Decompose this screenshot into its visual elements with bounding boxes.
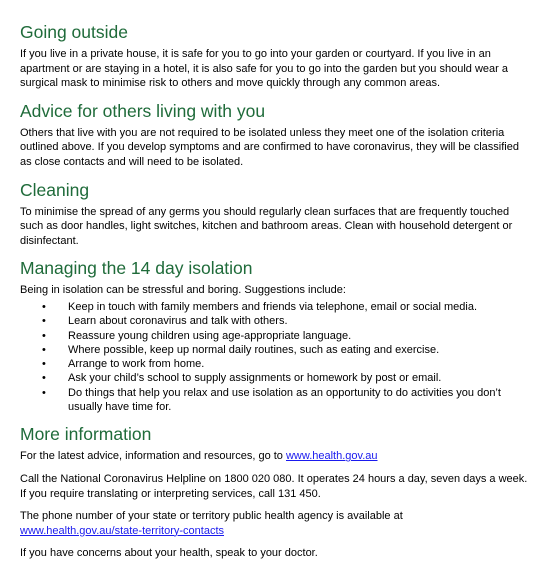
- heading-advice-others: Advice for others living with you: [20, 100, 266, 121]
- state-agency-text: [20, 509, 532, 538]
- list-item: [20, 314, 532, 328]
- state-agency-label: The phone number of your state or territory public health agency is available at: [20, 510, 403, 523]
- helpline-text: Call the National Coronavirus Helpline on 1800 020 080. It operates 24 hours a day, seven days a week. If you require translating or interpreting services, call 131 450.: [20, 472, 528, 500]
- section-cleaning: [20, 180, 532, 249]
- section-more-information: [20, 424, 532, 561]
- list-item-text: Reassure young children using age-appropriate language.: [68, 329, 352, 342]
- bullet-icon: •: [42, 358, 46, 371]
- managing-intro: Being in isolation can be stressful and boring. Suggestions include:: [20, 284, 346, 297]
- list-item-text: Keep in touch with family members and friends via telephone, email or social media.: [68, 300, 478, 313]
- health-gov-link[interactable]: www.health.gov.au: [285, 450, 378, 463]
- list-item: [20, 371, 532, 385]
- bullet-icon: •: [42, 329, 46, 342]
- bullet-icon: •: [42, 386, 46, 399]
- heading-managing-isolation: Managing the 14 day isolation: [20, 258, 253, 279]
- latest-advice-text: [20, 449, 532, 464]
- list-item: [20, 357, 532, 371]
- latest-advice-label: For the latest advice, information and resources, go to: [20, 450, 286, 463]
- advice-others-text: Others that live with you are not required to be isolated unless they meet one of the isolation criteria outlined above. If you develop symptoms and are confirmed to have coronavirus, they will be classified as close contacts and will need to be isolated.: [20, 126, 519, 168]
- section-managing-isolation: [20, 258, 532, 414]
- list-item-text: Ask your child’s school to supply assignments or homework by post or email.: [68, 372, 442, 385]
- list-item-text: Learn about coronavirus and talk with others.: [68, 315, 288, 328]
- section-going-outside: [20, 22, 532, 91]
- heading-going-outside: Going outside: [20, 22, 128, 42]
- section-advice-others: [20, 101, 532, 170]
- suggestions-list: [20, 300, 532, 414]
- heading-more-information: More information: [20, 424, 152, 445]
- state-territory-contacts-link[interactable]: www.health.gov.au/state-territory-contacts: [20, 524, 224, 537]
- heading-cleaning: Cleaning: [20, 179, 90, 200]
- going-outside-text: If you live in a private house, it is safe for you to go into your garden or courtyard. If you live in an apartment or are staying in a hotel, it is also safe for you to go into the garden but you should wear a surgical mask to minimise risk to others and move quickly through any common areas.: [20, 48, 508, 90]
- list-item-text: Arrange to work from home.: [68, 358, 205, 371]
- bullet-icon: •: [42, 372, 46, 385]
- list-item: [20, 343, 532, 357]
- bullet-icon: •: [42, 300, 46, 313]
- list-item-text: Where possible, keep up normal daily routines, such as eating and exercise.: [68, 343, 440, 356]
- list-item: [20, 386, 532, 415]
- list-item-text: Do things that help you relax and use isolation as an opportunity to do activities you don’t usually have time for.: [68, 386, 501, 414]
- cleaning-text: To minimise the spread of any germs you should regularly clean surfaces that are frequently touched such as door handles, light switches, kitchen and bathroom areas. Clean with household detergent or disinfectant.: [20, 205, 513, 247]
- bullet-icon: •: [42, 315, 46, 328]
- document-page: [20, 22, 532, 571]
- bullet-icon: •: [42, 343, 46, 356]
- list-item: [20, 329, 532, 343]
- list-item: [20, 300, 532, 314]
- doctor-advice-text: If you have concerns about your health, speak to your doctor.: [20, 547, 318, 560]
